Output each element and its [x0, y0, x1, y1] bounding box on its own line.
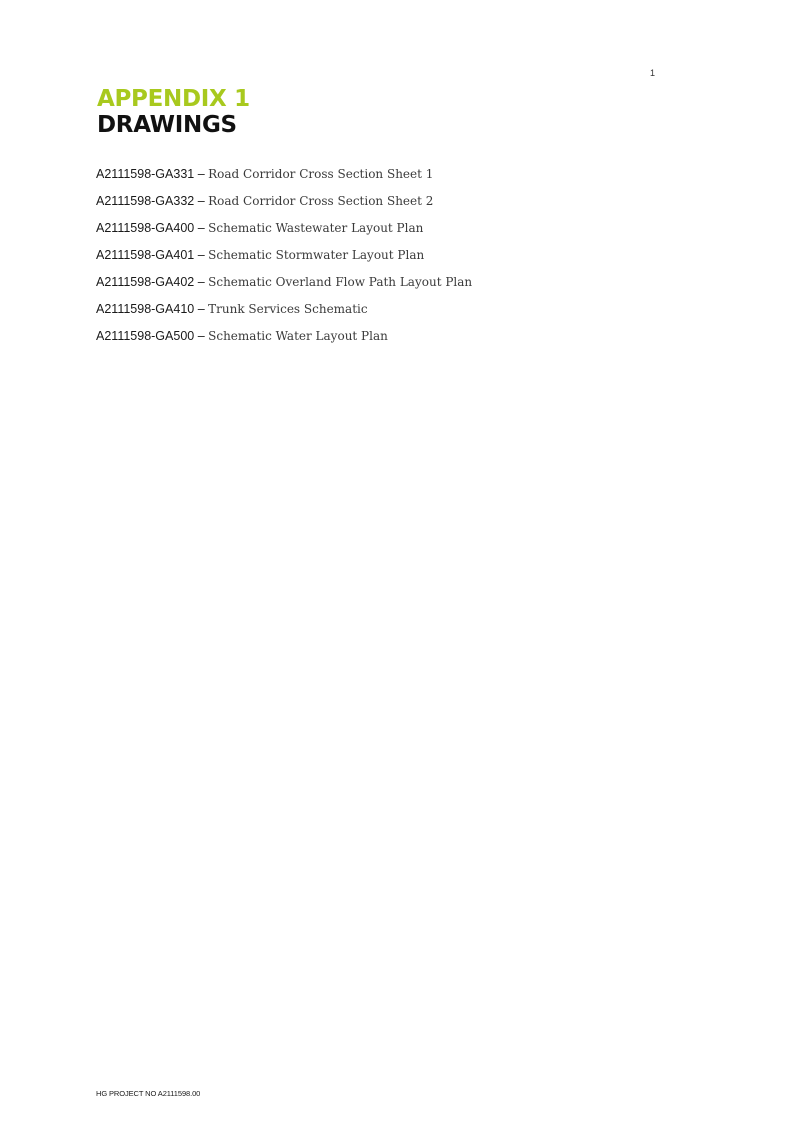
drawing-separator: – — [194, 221, 209, 235]
page-number: 1 — [650, 68, 656, 78]
drawing-code: A2111598-GA331 — [96, 167, 195, 181]
drawing-item — [96, 192, 472, 219]
drawing-title: Schematic Stormwater Layout Plan — [208, 248, 425, 262]
drawing-code: A2111598-GA401 — [96, 248, 195, 262]
appendix-label: APPENDIX 1 — [97, 86, 250, 112]
drawing-title: Trunk Services Schematic — [208, 302, 368, 316]
section-title: DRAWINGS — [97, 112, 237, 138]
drawing-separator: – — [194, 275, 209, 289]
drawing-title: Schematic Wastewater Layout Plan — [208, 221, 424, 235]
drawing-title: Schematic Overland Flow Path Layout Plan — [208, 275, 473, 289]
drawing-item — [96, 273, 472, 300]
drawing-code: A2111598-GA410 — [96, 302, 195, 316]
footer-project-number: HG PROJECT NO A2111598.00 — [96, 1089, 201, 1098]
drawing-item — [96, 165, 472, 192]
drawing-list — [96, 165, 472, 354]
drawing-separator: – — [194, 248, 209, 262]
appendix-heading — [97, 86, 250, 138]
drawing-item — [96, 246, 472, 273]
drawing-separator: – — [194, 302, 209, 316]
drawing-code: A2111598-GA400 — [96, 221, 195, 235]
drawing-separator: – — [194, 167, 209, 181]
drawing-code: A2111598-GA402 — [96, 275, 195, 289]
drawing-title: Road Corridor Cross Section Sheet 2 — [208, 194, 434, 208]
drawing-item — [96, 300, 472, 327]
drawing-item — [96, 219, 472, 246]
drawing-code: A2111598-GA332 — [96, 194, 195, 208]
drawing-title: Road Corridor Cross Section Sheet 1 — [208, 167, 434, 181]
drawing-title: Schematic Water Layout Plan — [208, 329, 388, 343]
drawing-separator: – — [194, 329, 209, 343]
drawing-separator: – — [194, 194, 209, 208]
drawing-code: A2111598-GA500 — [96, 329, 195, 343]
drawing-item — [96, 327, 472, 354]
